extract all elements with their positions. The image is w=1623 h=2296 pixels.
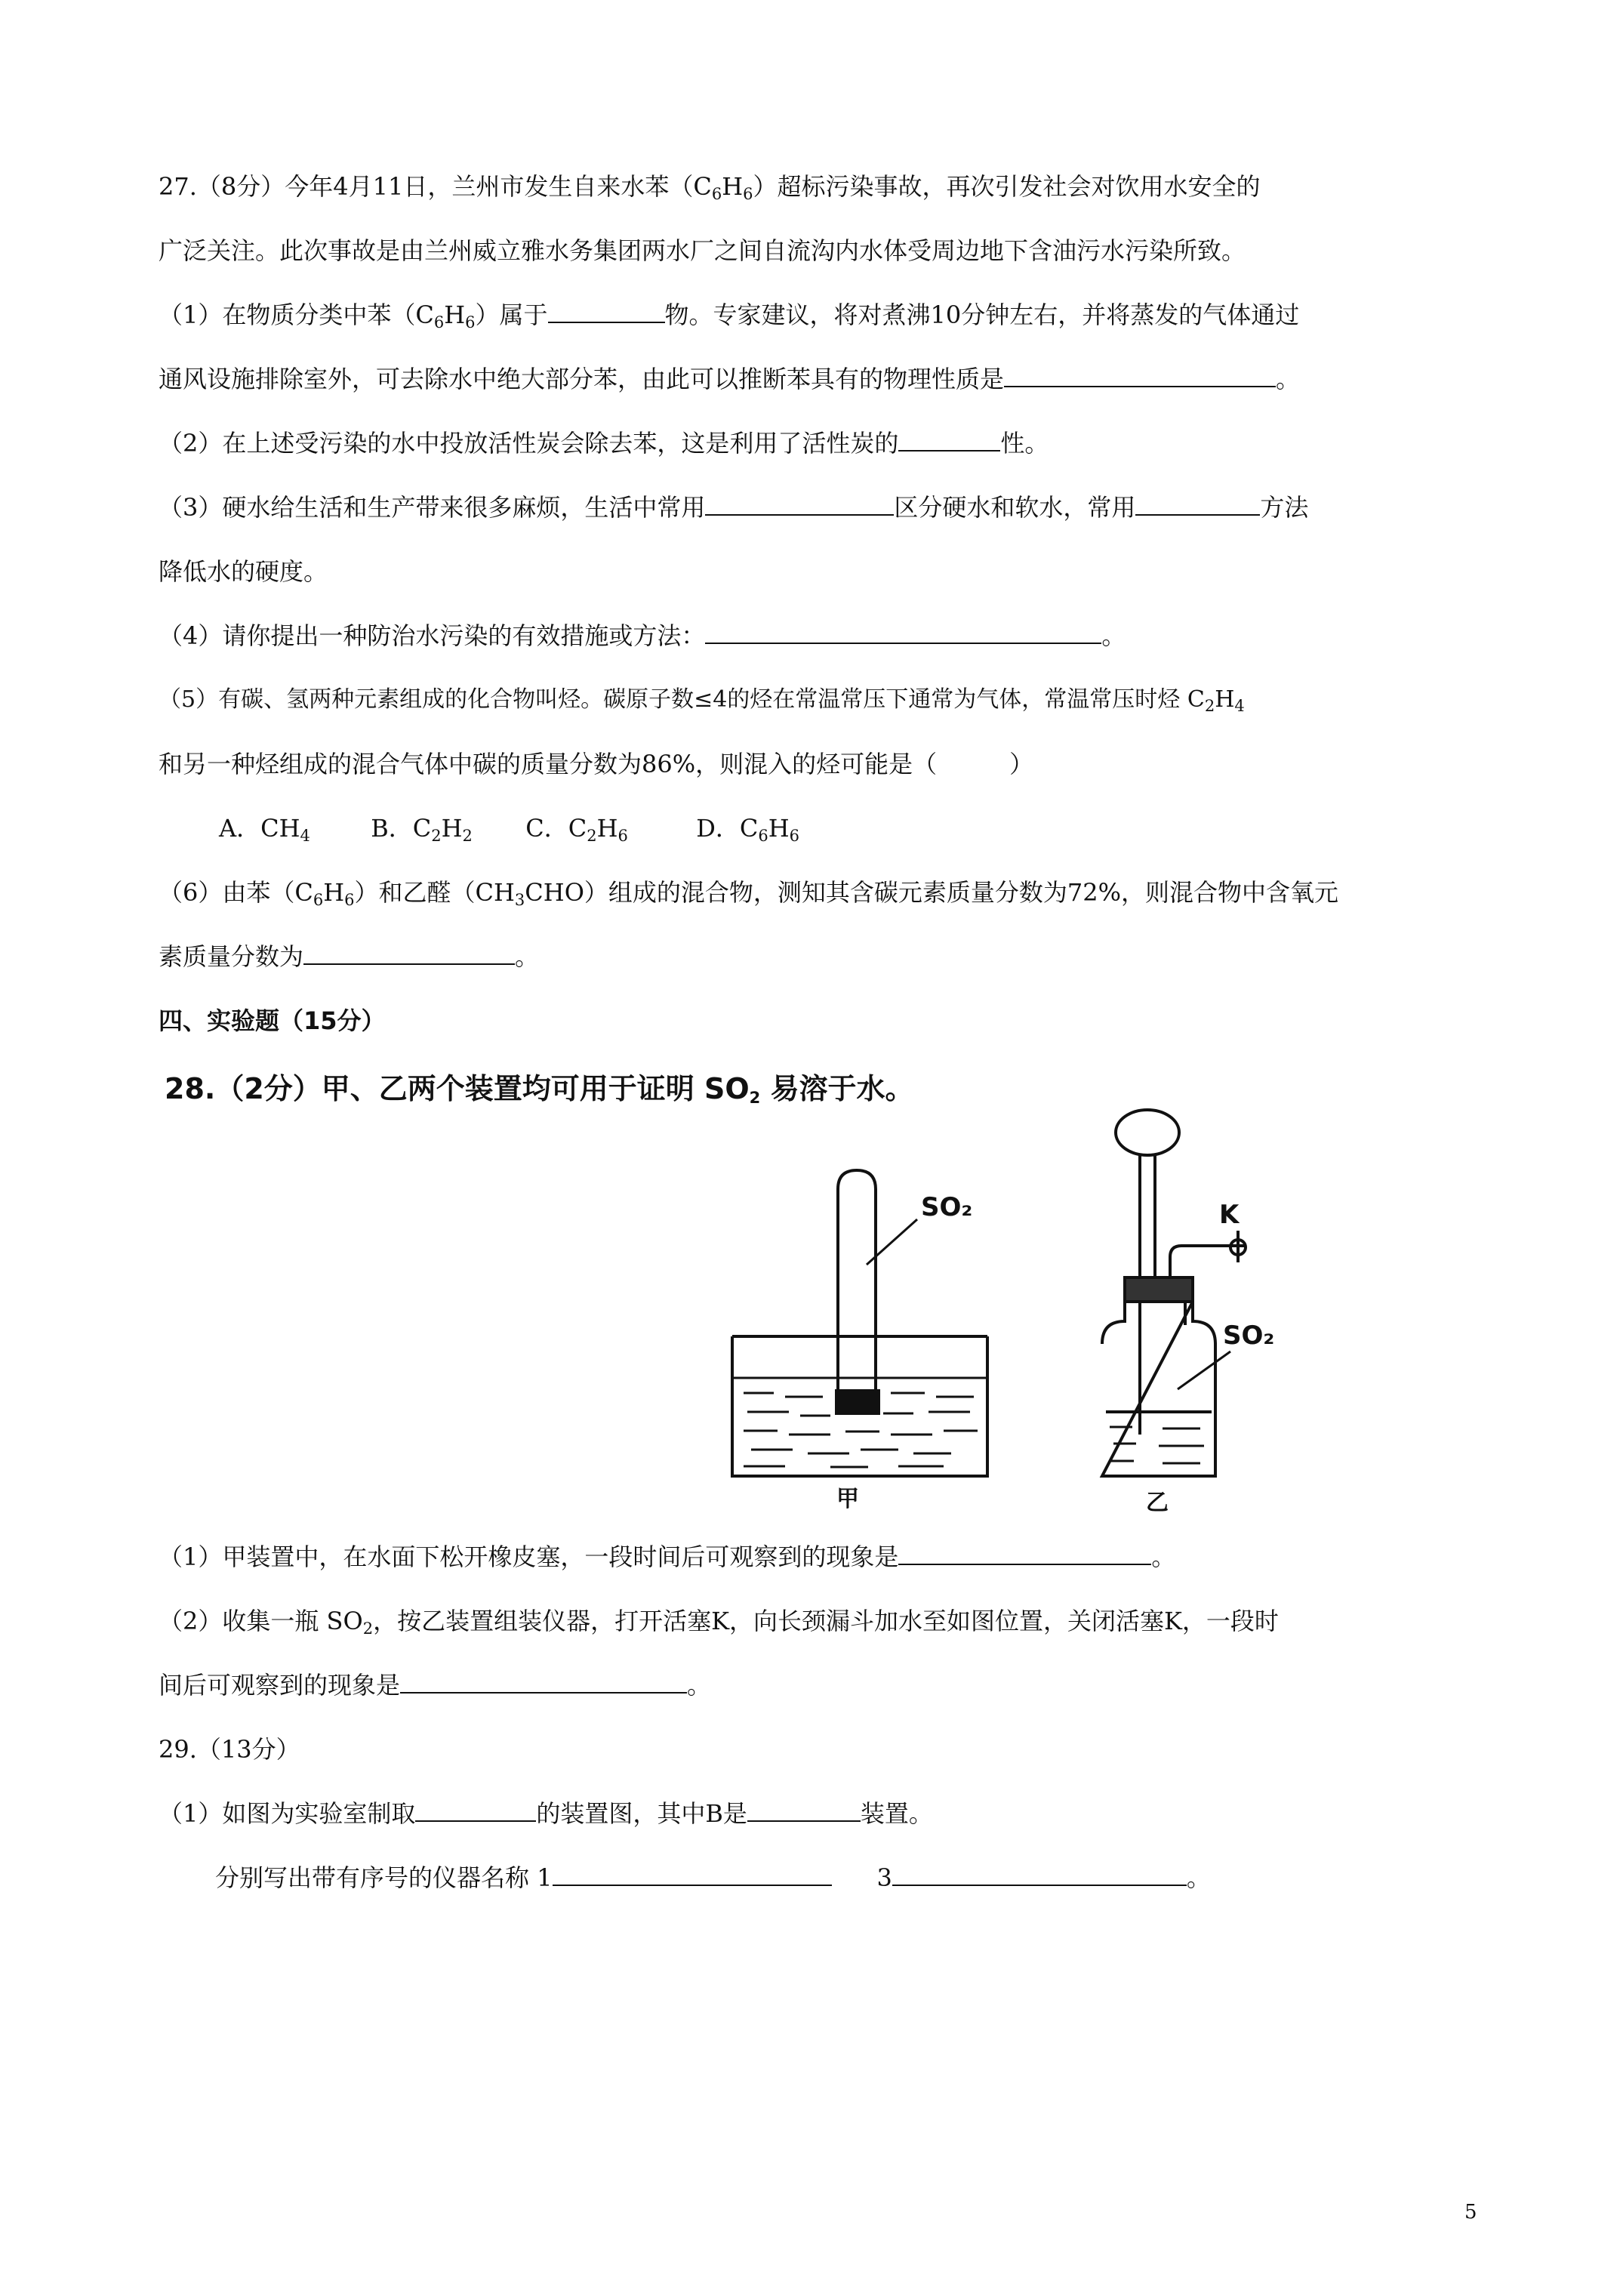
q27-part3-line2: 降低水的硬度。 <box>159 557 328 586</box>
answer-blank[interactable] <box>898 427 1000 451</box>
jia-label: 甲 <box>836 1486 859 1512</box>
q27-part4: （4）请你提出一种防治水污染的有效措施或方法： 。 <box>159 621 1126 650</box>
q27-part5-line2: 和另一种烃组成的混合气体中碳的质量分数为86%，则混入的烃可能是（ ） <box>159 750 1034 778</box>
q27-part3-line1: （3）硬水给生活和生产带来很多麻烦，生活中常用 区分硬水和软水，常用 方法 <box>159 493 1309 522</box>
answer-blank[interactable] <box>553 1862 832 1886</box>
answer-blank[interactable] <box>415 1798 536 1822</box>
q27-stem-line2: 广泛关注。此次事故是由兰州威立雅水务集团两水厂之间自流沟内水体受周边地下含油污水污染所致。 <box>159 236 1246 265</box>
option-c[interactable]: C．$C_2H_6$ <box>525 814 628 845</box>
q29-part1-line1: （1）如图为实验室制取 的装置图，其中B是 装置。 <box>159 1799 933 1828</box>
answer-blank[interactable] <box>705 620 1101 644</box>
answer-blank[interactable] <box>548 299 665 323</box>
q27-part1-line1: （1）在物质分类中苯$(C_6H_6)$属于 物。专家建议，将对煮沸10分钟左右，并将蒸发的气体通过 <box>159 300 1300 331</box>
answer-blank[interactable] <box>898 1541 1151 1565</box>
q28-part1: （1）甲装置中，在水面下松开橡皮塞，一段时间后可观察到的现象是 。 <box>159 1542 1176 1571</box>
answer-blank[interactable] <box>1004 363 1276 387</box>
answer-blank[interactable] <box>747 1798 861 1822</box>
q27-part6-line1: （6）由苯$(C_6H_6)$和乙醛$(CH_3CHO)$组成的混合物，测知其含碳元素质量分数为72%，则混合物中含氧元 <box>159 878 1339 909</box>
flask-apparatus <box>1102 1110 1246 1476</box>
so2-label: SO₂ <box>921 1192 973 1222</box>
so2-label-flask: SO₂ <box>1223 1321 1275 1351</box>
option-b[interactable]: B．$C_2H_2$ <box>371 814 473 845</box>
q27-stem-line1: 27.（8分）今年4月11日，兰州市发生自来水苯$(C_6H_6)$超标污染事故，再次引发社会对饮用水安全的 <box>159 172 1261 203</box>
q29-part1-line2: 分别写出带有序号的仪器名称 1 3 。 <box>215 1863 1211 1892</box>
q28-part2-line1: （2）收集一瓶 $SO_2$，按乙装置组装仪器，打开活塞K，向长颈漏斗加水至如图位置，关闭活塞K，一段时 <box>159 1607 1279 1638</box>
q28-title: 28.（2分）甲、乙两个装置均可用于证明 $SO_2$ 易溶于水。 <box>165 1072 914 1107</box>
q27-part5-line1: （5）有碳、氢两种元素组成的化合物叫烃。碳原子数≤4的烃在常温常压下通常为气体，常温常压时烃 $C_2H_4$ <box>159 686 1245 715</box>
q27-part2: （2）在上述受污染的水中投放活性炭会除去苯，这是利用了活性炭的 性。 <box>159 429 1049 458</box>
q29-title: 29.（13分） <box>159 1735 300 1764</box>
answer-blank[interactable] <box>892 1862 1187 1886</box>
yi-label: 乙 <box>1146 1490 1169 1516</box>
q27-options <box>219 812 799 845</box>
answer-blank[interactable] <box>303 941 515 965</box>
answer-blank[interactable] <box>1135 492 1260 516</box>
answer-blank[interactable] <box>705 492 894 516</box>
option-a[interactable]: A．$CH_4$ <box>219 814 310 845</box>
apparatus-figure <box>717 1102 1412 1516</box>
q27-part1-line2: 通风设施排除室外，可去除水中绝大部分苯，由此可以推断苯具有的物理性质是 。 <box>159 365 1301 393</box>
section-heading: 四、实验题（15分） <box>159 1006 386 1035</box>
q28-part2-line2: 间后可观察到的现象是 。 <box>159 1671 712 1700</box>
answer-blank[interactable] <box>400 1669 687 1693</box>
q27-part6-line2: 素质量分数为 。 <box>159 942 540 971</box>
valve-k-label: K <box>1219 1200 1240 1230</box>
page-number: 5 <box>1464 2201 1477 2224</box>
option-d[interactable]: D．$C_6H_6$ <box>696 814 800 845</box>
